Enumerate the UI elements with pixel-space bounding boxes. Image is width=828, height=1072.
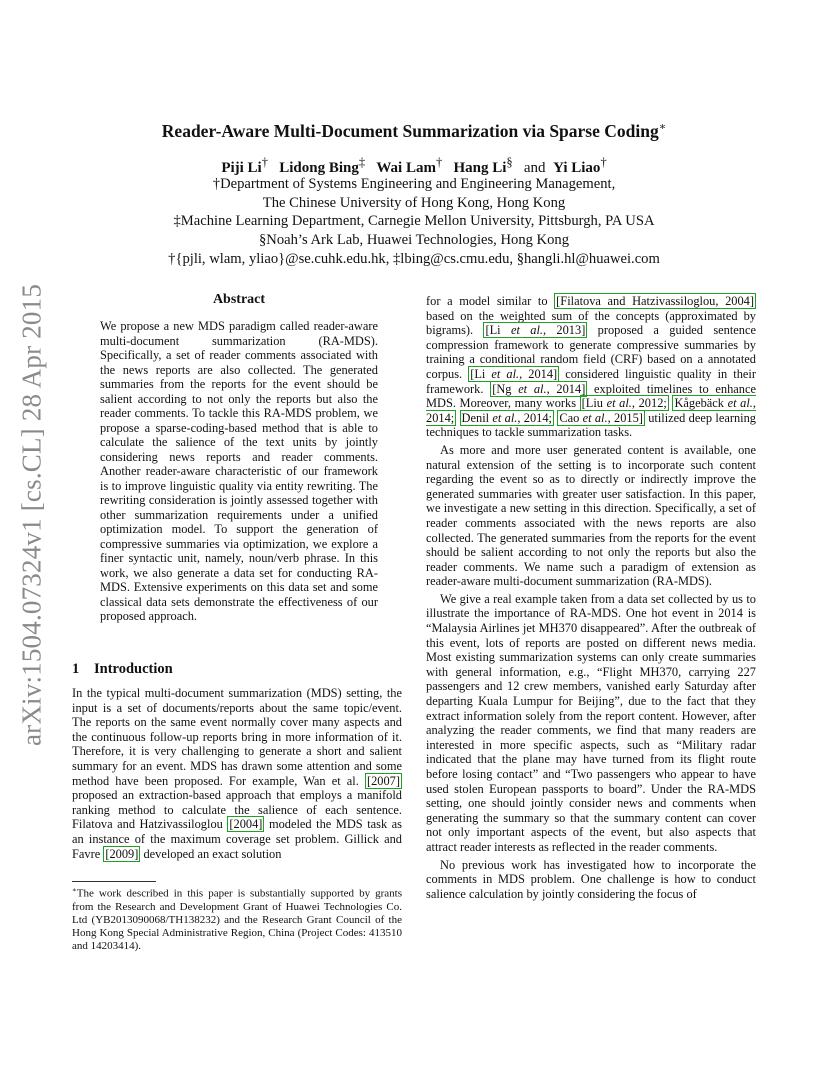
author-mark: ‡ — [358, 155, 366, 169]
body-text: considered linguistic quality in their framework. — [426, 366, 756, 396]
citation-link[interactable]: [Filatova and Hatzivassiloglou, 2004] — [556, 294, 754, 308]
body-text: utilized deep learning techniques to tackle summarization tasks. — [426, 410, 756, 440]
affiliation-line: ‡Machine Learning Department, Carnegie Mellon University, Pittsburgh, PA USA — [173, 213, 655, 229]
intro-text: In the typical multi-document summarization (MDS) setting, the input is a set of documents/reports about the same topic/event. The reports on the same event normally cover many aspects and the continuous follow-up reports bring in more information of it. Therefore, it is very challenging to generate a short and salient summary for an event. MDS has drawn some attention and some method have been proposed. For example, Wan et al. — [72, 686, 402, 788]
citation-etal: et al. — [727, 396, 753, 411]
body-text: based on the weighted sum of the concepts (approximated by bigrams). — [426, 308, 756, 338]
paper-title-text: Reader-Aware Multi-Document Summarization via Sparse Coding — [161, 120, 659, 141]
citation-year: , 2014] — [519, 366, 558, 381]
citation-etal: et al. — [606, 396, 632, 411]
affiliation-emails: †{pjli, wlam, yliao}@se.cuhk.edu.hk, ‡lbing@cs.cmu.edu, §hangli.hl@huawei.com — [168, 251, 660, 267]
citation-author: [Li — [470, 366, 492, 381]
right-paragraph-1 — [426, 294, 756, 440]
author-mark: † — [435, 155, 443, 169]
author-mark: † — [261, 155, 268, 169]
author-name: Wai Lam — [376, 160, 436, 176]
paper-title — [60, 120, 768, 142]
body-text: exploited timelines to enhance MDS. Moreover, many works — [426, 381, 756, 411]
footnote-mark: ∗ — [72, 886, 77, 894]
citation-link[interactable] — [580, 395, 669, 411]
citation-link[interactable] — [460, 410, 554, 426]
citation-link[interactable] — [557, 410, 645, 426]
citation-year: , 2014; — [426, 396, 756, 425]
authors-conjunction: and — [523, 160, 546, 176]
citation-author: Cao — [559, 410, 583, 425]
author-list — [60, 155, 768, 177]
right-paragraph-2: As more and more user generated content is available, one natural extension of the setting is to incorporate such content regarding the event so as to directly or indirectly improve the generated summaries with greater user satisfaction. In this paper, we investigate a new setting in this direction. Specifically, a set of reader comments associated with the news reports are also collected. The generated summaries from the reports for the event should be salient according to not only the reports but also the reader comments. We name such a paradigm of extension as reader-aware multi-document summarization (RA-MDS). — [426, 442, 756, 589]
author-name: Yi Liao — [553, 160, 601, 176]
citation-author: Kågebäck — [674, 396, 728, 411]
citation-year: , 2014] — [546, 381, 586, 396]
intro-text: developed an exact solution — [140, 846, 282, 861]
intro-text: proposed an extraction-based approach that employs a manifold ranking method to calculate the salience of each sentence. Filatova and Hatzivassiloglou — [72, 788, 402, 832]
citation-link[interactable] — [468, 366, 559, 382]
section-number: 1 — [72, 661, 80, 677]
citation-author: [Li — [485, 323, 511, 338]
body-text: for a model similar to — [426, 294, 555, 308]
right-paragraph-4: No previous work has investigated how to incorporate the comments in MDS problem. One challenge is how to conduct salience calculation by jointly considering the focus of — [426, 857, 756, 901]
citation-link[interactable]: [2004] — [229, 817, 263, 832]
section-title: Introduction — [94, 661, 173, 677]
section-heading — [72, 661, 173, 678]
affiliation-line: §Noah’s Ark Lab, Huawei Technologies, Hong Kong — [259, 232, 569, 248]
abstract-heading: Abstract — [212, 292, 266, 307]
right-column — [426, 294, 756, 901]
footnote-text: The work described in this paper is substantially supported by grants from the Research and Development Grant of Huawei Technologies Co. Ltd (YB2013090068/TH138232) and the Research Grant Council of the Hong Kong Special Administrative Region, China (Project Codes: 413510 and 14203414). — [72, 887, 402, 952]
abstract-body: We propose a new MDS paradigm called reader-aware multi-document summarization (RA-MDS). Specifically, a set of reader comments associated with the news reports are also collected. The generated summaries from the reports for the event should be salient according to not only the reports but also the reader comments. To tackle this RA-MDS problem, we propose a sparse-coding-based method that is able to calculate the salience of the text units by jointly considering news reports and reader comments. Another reader-aware characteristic of our framework is to improve linguistic quality via entity rewriting. The rewriting consideration is jointly assessed together with other summarization requirements under a unified optimization model. To support the generation of compressive summaries via optimization, we explore a finer syntactic unit, namely, noun/verb phrase. In this work, we also generate a data set for conducting RA-MDS. Extensive experiments on this data set and some classical data sets demonstrate the effectiveness of our proposed approach. — [100, 319, 378, 623]
right-paragraph-3: We give a real example taken from a data set collected by us to illustrate the importance of RA-MDS. One hot event in 2014 is “Malaysia Airlines jet MH370 disappeared”. After the outbreak of this event, lots of reports are posted on different news media. Most existing summarization systems can only create summaries with general information, e.g., “Flight MH370, carrying 227 passengers and 12 crew members, vanished early Saturday after departing Kuala Lumpur for Beijing”, due to the fact that they extract information solely from the report content. However, after analyzing the reader comments, we find that many readers are interested in more specific aspects, such as “Military radar indicated that the plane may have turned from its flight route before losing contact” and “Two passengers who appear to have used stolen European passports to board”. Under the RA-MDS setting, one should jointly consider news and comments when generating the summary so that the summary content can cover not only important aspects of the event, but also aspects that attract reader interests as reflected in the reader comments. — [426, 591, 756, 854]
author-mark: § — [506, 155, 513, 169]
citation-etal: et al. — [491, 366, 520, 381]
citation-etal: et al. — [582, 410, 608, 425]
author-mark: † — [600, 155, 607, 169]
affiliation-line: †Department of Systems Engineering and Engineering Management, — [212, 176, 616, 192]
citation-etal: et al. — [510, 323, 543, 338]
citation-author: [Ng — [492, 381, 519, 396]
footnote — [72, 884, 402, 953]
citation-link[interactable]: [2007] — [366, 773, 400, 788]
citation-author: Denil — [461, 410, 493, 425]
author-name: Hang Li — [453, 160, 507, 176]
arxiv-stamp-text: arXiv:1504.07324v1 [cs.CL] 28 Apr 2015 — [16, 283, 47, 747]
citation-etal: et al. — [518, 381, 547, 396]
affiliation-line: The Chinese University of Hong Kong, Hong Kong — [262, 195, 566, 211]
citation-link[interactable] — [483, 322, 587, 338]
arxiv-stamp — [8, 255, 56, 775]
citation-link[interactable]: [2009] — [105, 846, 139, 861]
body-text: proposed a guided sentence compression framework to generate compressive summaries by training a conditional random field (CRF) based on a annotated corpus. — [426, 323, 756, 381]
citation-year: , 2014; — [517, 410, 553, 425]
citation-year: , 2012; — [631, 396, 667, 411]
footnote-rule — [72, 881, 156, 882]
intro-paragraph — [72, 686, 402, 861]
citation-year: , 2015] — [607, 410, 643, 425]
citation-etal: et al. — [492, 410, 518, 425]
intro-text: modeled the MDS task as an instance of the maximum coverage set problem. Gillick and Favre — [72, 817, 402, 861]
title-footnote-mark: ∗ — [658, 121, 667, 133]
citation-link[interactable] — [490, 381, 587, 397]
citation-author: [Liu — [581, 396, 607, 411]
author-name: Lidong Bing — [279, 160, 359, 176]
author-name: Piji Li — [221, 160, 262, 176]
citation-year: , 2013] — [542, 323, 586, 338]
